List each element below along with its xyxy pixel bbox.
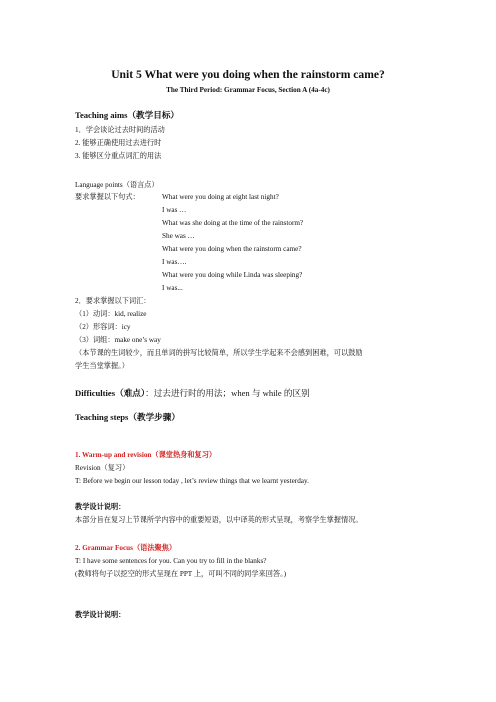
sentence-pattern: What were you doing at eight last night? [162, 193, 279, 201]
aims-heading: Teaching aims（教学目标） [75, 110, 180, 120]
note-text: （本节课的生词较少，而且单词的拼写比较简单，所以学生学起来不会感到困难，可以鼓励 [75, 349, 363, 357]
vocabulary-item: （3）词组：make one’s way [75, 336, 161, 344]
difficulties-line [75, 388, 310, 399]
vocabulary-heading: 2．要求掌握以下词汇： [75, 297, 151, 305]
difficulties-label: Difficulties（难点） [75, 388, 146, 398]
sentence-pattern: What were you doing when the rainstorm came? [162, 245, 302, 253]
sentence-pattern: What was she doing at the time of the rainstorm? [162, 219, 304, 227]
design-note-label: 教学设计说明： [75, 503, 126, 511]
note-text: 学生当堂掌握。） [75, 362, 129, 370]
language-points-heading: Language points（语言点） [75, 181, 159, 189]
steps-heading: Teaching steps（教学步骤） [75, 412, 180, 422]
step1-heading: 1. Warm-up and revision（课堂热身和复习） [75, 451, 217, 459]
difficulties-text: ：过去进行时的用法；when 与 while 的区别 [145, 388, 310, 398]
vocabulary-item: （1）动词：kid, realize [75, 310, 147, 318]
sentence-pattern: I was … [162, 206, 187, 214]
vocabulary-item: （2）形容词：icy [75, 323, 131, 331]
design-note-label: 教学设计说明： [75, 611, 126, 619]
sentence-pattern: I was…. [162, 258, 187, 266]
design-note-text: 本部分旨在复习上节课所学内容中的重要短语，以中译英的形式呈现，考察学生掌握情况。 [75, 516, 363, 524]
step2-text: T: I have some sentences for you. Can you try to fill in the blanks? [75, 557, 267, 565]
step2-text: (教师将句子以挖空的形式呈现在 PPT 上，可叫不同的同学来回答。) [75, 570, 287, 578]
page-subtitle: The Third Period: Grammar Focus, Section A (4a-4c) [166, 86, 330, 94]
step1-text: Revision（复习） [75, 464, 130, 472]
sentence-pattern: What were you doing while Linda was sleeping? [162, 271, 303, 279]
aim-item: 1．学会谈论过去时间的活动 [75, 126, 165, 134]
aim-item: 2. 能够正确使用过去进行时 [75, 139, 162, 147]
page-title: Unit 5 What were you doing when the rainstorm came? [111, 68, 385, 81]
aim-item: 3. 能够区分重点词汇的用法 [75, 152, 162, 160]
step2-heading: 2. Grammar Focus（语法聚焦） [75, 544, 177, 552]
step1-text: T: Before we begin our lesson today , let’s review things that we learnt yesterday. [75, 477, 309, 485]
sentence-pattern: She was … [162, 232, 195, 240]
sentence-pattern: I was... [162, 284, 183, 292]
language-points-intro: 要求掌握以下句式： [75, 193, 140, 201]
